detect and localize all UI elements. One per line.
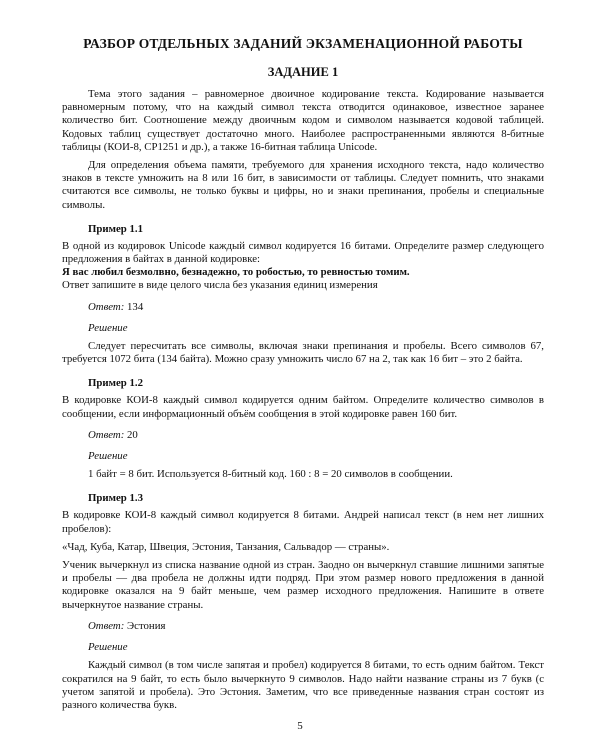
- example-1-phrase: Я вас любил безмолвно, безнадежно, то робостью, то ревностью томим.: [62, 266, 410, 279]
- answer-label: Ответ:: [88, 428, 125, 441]
- page-title: РАЗБОР ОТДЕЛЬНЫХ ЗАДАНИЙ ЭКЗАМЕНАЦИОННОЙ РАБОТЫ: [83, 36, 523, 51]
- example-3-answer: [62, 620, 544, 633]
- answer-label: Ответ:: [88, 300, 125, 313]
- page-number: 5: [297, 720, 303, 732]
- example-2-text: В кодировке КОИ-8 каждый символ кодируется одним байтом. Определите количество символов в сообщении, если информационный объём сообщения в этой кодировке равен 160 бит.: [62, 394, 544, 420]
- example-3-task: Ученик вычеркнул из списка название одной из стран. Заодно он вычеркнул ставшие лишними запятые и пробелы — два пробела не должны идти подряд. При этом размер нового предложения в данной кодировке оказался на 9 байт меньше, чем размер исходного предложения. Напишите в ответе вычеркнутое название страны.: [62, 559, 544, 611]
- example-2-solution-label: Решение: [88, 450, 128, 463]
- example-1-note: Ответ запишите в виде целого числа без указания единиц измерения: [62, 279, 378, 292]
- answer-label: Ответ:: [88, 619, 125, 632]
- intro-paragraph-1: Тема этого задания – равномерное двоичное кодирование текста. Кодирование называется равномерным потому, что на каждый символ текста отводится одинаковое, известное заранее количество бит. Соотношение между двоичным кодом и символом называется кодовой таблицей. Кодовых таблиц существует достаточно много. Наиболее распространенными являются 8-битные таблицы (КОИ-8, CP1251 и др.), а также 16-битная таблица Unicode.: [62, 88, 544, 153]
- example-1-text: В одной из кодировок Unicode каждый символ кодируется 16 битами. Определите размер следующего предложения в байтах в данной кодировке:: [62, 239, 544, 266]
- example-2-heading: Пример 1.2: [88, 377, 143, 390]
- example-3-solution-label: Решение: [88, 641, 128, 654]
- example-3-heading: Пример 1.3: [88, 492, 143, 505]
- example-1-answer: [62, 301, 544, 314]
- example-2-solution: 1 байт = 8 бит. Используется 8-битный код. 160 : 8 = 20 символов в сообщении.: [88, 468, 453, 481]
- example-1-solution-label: Решение: [88, 321, 128, 334]
- example-3-text: В кодировке КОИ-8 каждый символ кодируется 8 битами. Андрей написал текст (в нем нет лишних пробелов):: [62, 509, 544, 535]
- answer-value: Эстония: [127, 619, 166, 632]
- intro-paragraph-2: Для определения объема памяти, требуемого для хранения исходного текста, надо количество знаков в тексте умножить на 8 или 16 бит, в зависимости от таблицы. Следует помнить, что знаками считаются все символы, не только буквы и цифры, но и знаки препинания, пробелы и специальные символы.: [62, 159, 544, 211]
- example-1-heading: Пример 1.1: [88, 222, 143, 235]
- example-3-quote: «Чад, Куба, Катар, Швеция, Эстония, Танзания, Сальвадор — страны».: [62, 540, 390, 553]
- answer-value: 20: [127, 428, 138, 441]
- example-1-solution: Следует пересчитать все символы, включая знаки препинания и пробелы. Всего символов 67, требуется 1072 бита (134 байта). Можно сразу умножить число 67 на 2, так как 16 бит – это 2 байта.: [62, 340, 544, 366]
- example-3-solution: Каждый символ (в том числе запятая и пробел) кодируется 8 битами, то есть одним байтом. Текст сократился на 9 байт, то есть было вычеркнуто 9 символов. Надо найти название страны из 7 букв (с учетом запятой и пробела). Это Эстония. Заметим, что все приведенные названия стран состоят из разного количества букв.: [62, 659, 544, 711]
- task-heading: ЗАДАНИЕ 1: [267, 65, 339, 79]
- example-2-answer: [62, 429, 544, 442]
- answer-value: 134: [127, 300, 144, 313]
